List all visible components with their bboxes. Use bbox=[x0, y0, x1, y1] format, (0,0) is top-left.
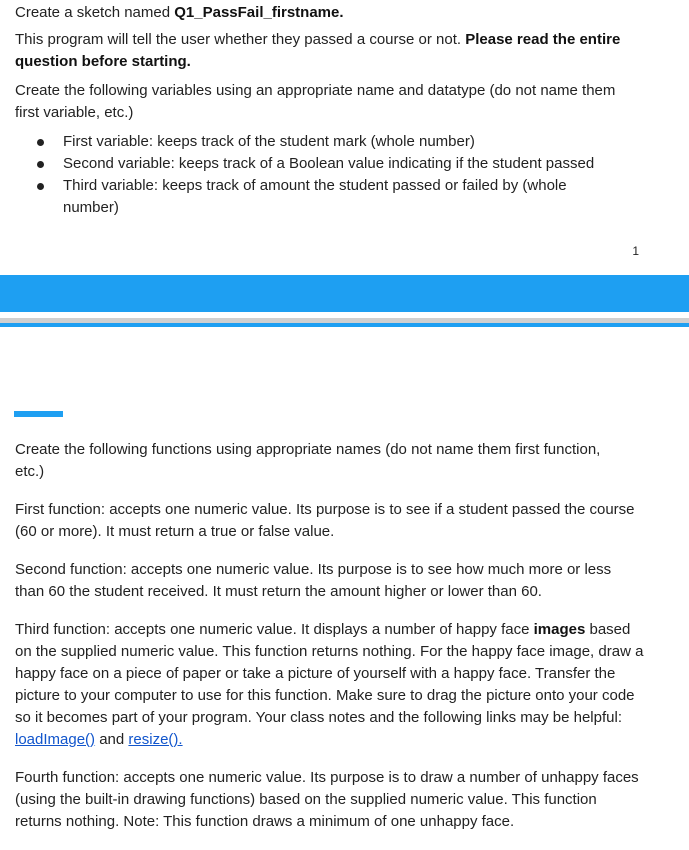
list-item: Third variable: keeps track of amount the student passed or failed by (whole number) bbox=[0, 175, 660, 219]
third-function-paragraph: Third function: accepts one numeric value. It displays a number of happy face images based on the supplied numeric value. This function returns nothing. For the happy face image, draw a happy face on a piece of paper or take a picture of yourself with a happy face. Transfer the picture to your computer to use for this function. Make sure to drag the picture onto your code so it becomes part of your program. Your class notes and the following links may be helpful: loadImage() and resize(). bbox=[15, 621, 644, 748]
variables-instruction: Create the following variables using an appropriate name and datatype (do not name them first variable, etc.) bbox=[15, 82, 616, 121]
functions-instruction: Create the following functions using appropriate names (do not name them first function, etc.) bbox=[15, 441, 601, 480]
intro-paragraph: This program will tell the user whether they passed a course or not. Please read the entire question before starting. bbox=[15, 31, 621, 70]
variables-list bbox=[0, 131, 660, 219]
page-break-band bbox=[0, 275, 689, 312]
list-item: First variable: keeps track of the student mark (whole number) bbox=[0, 131, 660, 153]
section-accent-bar bbox=[14, 411, 63, 417]
resize-link[interactable]: resize(). bbox=[128, 731, 183, 748]
page-number: 1 bbox=[632, 244, 639, 258]
second-function-paragraph: Second function: accepts one numeric value. Its purpose is to see how much more or less than 60 the student received. It must return the amount higher or lower than 60. bbox=[15, 561, 612, 600]
bullet-icon bbox=[37, 139, 44, 146]
loadimage-link[interactable]: loadImage() bbox=[15, 731, 96, 748]
intro-bold-note: Please read the entire question before starting. bbox=[15, 31, 621, 70]
sketch-heading: Create a sketch named Q1_PassFail_firstname. bbox=[15, 4, 344, 21]
fourth-function-paragraph: Fourth function: accepts one numeric value. Its purpose is to draw a number of unhappy faces (using the built-in drawing functions) based on the supplied numeric value. This function returns nothing. Note: This function draws a minimum of one unhappy face. bbox=[15, 769, 639, 830]
list-item: Second variable: keeps track of a Boolean value indicating if the student passed bbox=[0, 153, 660, 175]
bullet-icon bbox=[37, 161, 44, 168]
sketch-name: Q1_PassFail_firstname. bbox=[174, 4, 344, 21]
bullet-icon bbox=[37, 183, 44, 190]
first-function-paragraph: First function: accepts one numeric value. Its purpose is to see if a student passed the course (60 or more). It must return a true or false value. bbox=[15, 501, 635, 540]
page-break-line bbox=[0, 323, 689, 327]
